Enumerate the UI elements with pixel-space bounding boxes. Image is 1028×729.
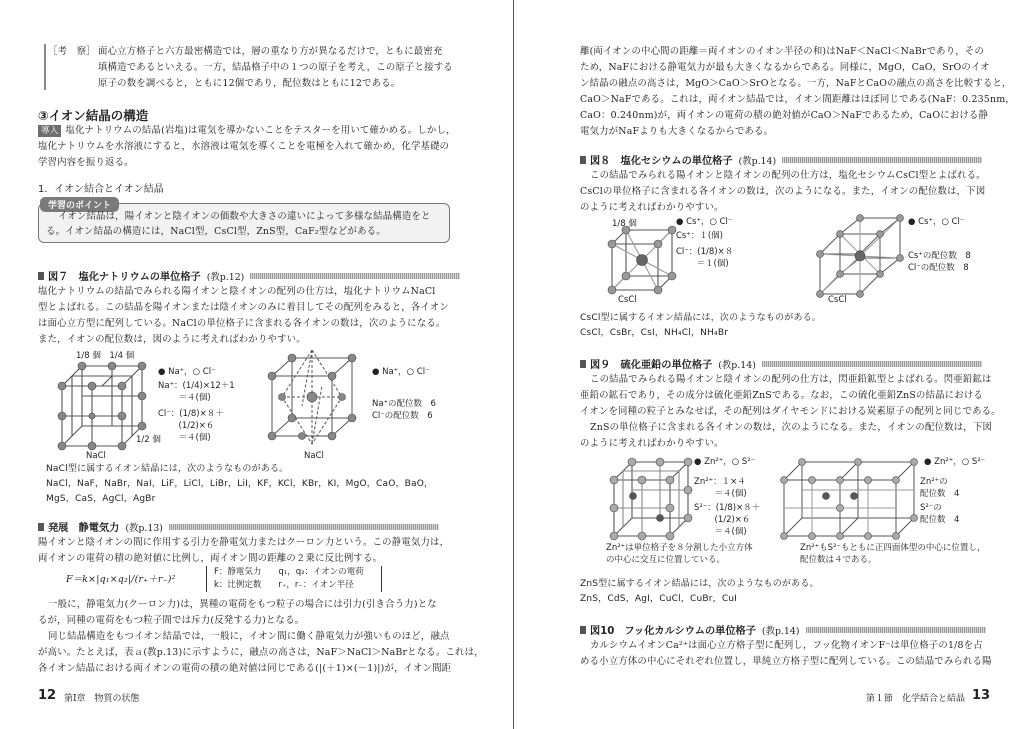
fig8-line: CsClの単位格子に含まれる各イオンの数は，次のようになる。また，イオンの配位数は，下図 [580,186,986,197]
formula-term: F：静電気力 q₁，q₂：イオンの電荷 [214,567,364,577]
fig9-line: 亜鉛の鉱石であり，その成分は硫化亜鉛ZnSである。なお，この硫化亜鉛ZnSの結晶における [580,390,984,401]
fig8-coord: Cs⁺の配位数 8 [908,251,971,261]
fig7-after: NaCl，NaF，NaBr，NaI，LiF，LiCl，LiBr，LiI，KF，KCl，KBr，KI，MgO，CaO，BaO， [46,479,434,489]
footer-right: 第１節 化学結合と結晶 [866,694,966,704]
footer-left: 第Ⅰ章 物質の状態 [64,694,140,704]
develop-ref: (教p.13) [125,522,163,534]
fig8-legend2: ● Cs⁺，○ Cl⁻ [908,217,965,227]
kousatsu-line: 面心立方格子と六方最密構造では，層の重なり方が異なるだけで，ともに最密充 [98,46,443,57]
develop-line2: 一般に，静電気力(クーロン力)は，異種の電荷をもつ粒子の場合には引力(引き合う力)とな [48,599,437,610]
fig10-ref: (教p.14) [761,625,800,637]
fig7-line: 塩化ナトリウムの結晶でみられる陽イオンと陰イオンの配列の仕方は，塩化ナトリウムNaCl [38,286,436,297]
fig9-line: イオンを同種の粒子とみなせば，その配列はダイヤモンドにおける炭素原子の配列と同じである。 [580,406,1001,417]
fig8-after: CsCl，CsBr，CsI，NH₄Cl，NH₄Br [580,328,729,338]
fig9-after: ZnS，CdS，AgI，CuCl，CuBr，CuI [580,594,738,604]
fig7-coord: Na⁺の配位数 6 [372,399,436,409]
cscl-cube-figure [606,222,676,298]
develop-title: 発展 静電気力 [48,523,120,534]
fig7-coord: Cl⁻の配位数 6 [372,411,433,421]
fig9-coord: 配位数 4 [920,489,960,499]
kousatsu-line: 填構造であるといえる。一方，結晶格子中の１つの原子を考え，この原子と接する [98,62,453,73]
heading-marker [38,523,44,531]
heading-marker [580,360,586,368]
heading-rule [762,361,982,367]
fig7-cl-calc: (1/2)×６ [170,421,215,431]
right-page [514,0,1028,729]
fig8-line: この結晶でみられる陽イオンと陰イオンの配列の仕方は，塩化セシウムCsCl型とよばれる。 [590,170,986,181]
fig8-frac: 1/8 個 [612,219,637,229]
fig8-title: 図８ 塩化セシウムの単位格子 [590,156,733,167]
fig8-cl-calc: ＝１(個) [688,259,729,269]
fig8-heading [580,152,982,167]
zns-grid-figure [608,456,692,540]
intro-text: 塩化ナトリウムの結晶(岩塩)は電気を導かないことをテスターを用いて確かめる。しかし， [65,125,456,136]
fig9-legend2: ● Zn²⁺，○ S²⁻ [924,457,986,467]
fig10-line: める小立方体の中心にそれぞれ位置し，単純立方格子型に配列している。この結晶でみられる陽 [580,656,992,667]
fig9-line: のように考えればわかりやすい。 [580,438,724,449]
fig10-title: 図10 フッ化カルシウムの単位格子 [590,626,756,637]
fig9-s-calc: S²⁻：(1/8)×８＋ [694,503,761,513]
nacl-coordination-figure [262,346,362,456]
fig8-coord: Cl⁻の配位数 8 [908,263,969,273]
fig9-zn-calc: Zn²⁺：１×４ [694,477,746,487]
develop-line2: るが，同種の電荷をもつ粒子間では斥力(反発する力)となる。 [38,615,305,626]
fig7-after: NaCl型に属するイオン結晶には，次のようなものがある。 [46,464,289,474]
fig9-note-b: Zn²⁺もS²⁻もともに正四面体型の中心に位置し， [800,543,986,553]
fig7-na-calc: Na⁺：(1/4)×12＋1 [158,381,235,391]
fig8-legend: ● Cs⁺，○ Cl⁻ [676,217,733,227]
right-top-line: ため，NaFにおける静電気力が最も大きくなるからである。同様に，MgO，CaO，SrOのイオ [580,62,990,73]
develop-heading [38,519,439,534]
develop-line: 陽イオンと陰イオンの間に作用する引力を静電気力またはクーロン力という。この静電気力は， [38,537,450,548]
right-top-line: 電気力がNaFよりも大きくなるからである。 [580,126,774,137]
intro-line [38,123,456,138]
fig7-caption-a: NaCl [86,451,106,461]
formula-term: k：比例定数 r₊，r₋：イオン半径 [214,580,354,590]
fig9-s-calc: (1/2)×６ [706,515,751,525]
fig8-cs-calc: Cs⁺：１(個) [676,231,723,241]
fig7-caption-b: NaCl [304,451,324,461]
subsection-title: 1．イオン結合とイオン結晶 [38,184,164,195]
fig8-after: CsCl型に属するイオン結晶には，次のようなものがある。 [580,313,822,323]
heading-rule [782,157,982,163]
kousatsu-bracket [44,44,46,90]
fig7-cl-calc: Cl⁻：(1/8)×８＋ [158,409,224,419]
develop-line: 両イオンの電荷の積の絶対値に比例し，両イオン間の距離の２乗に反比例する。 [38,553,383,564]
develop-line2: 各イオン結晶における両イオンの電荷の積の絶対値は同じである(|(＋1)×(－1)|)が，イオン間距 [38,663,452,674]
fig7-title: 図７ 塩化ナトリウムの単位格子 [48,272,201,283]
fig7-legend: ● Na⁺，○ Cl⁻ [158,367,216,377]
intro-line: 塩化ナトリウムを水溶液にすると，水溶液は電気を導くことを電極を入れて確かめ，化学基礎の [38,141,450,152]
fig7-line: 型とよばれる。この結晶を陽イオンまたは陰イオンのみに着目してその配列をみると，各イオン [38,302,449,313]
develop-line2: 同じ結晶構造をもつイオン結晶では，一般に，イオン間に働く静電気力が強いものほど，融点 [48,631,450,642]
fig7-heading [38,268,460,283]
heading-marker [580,626,586,634]
fig9-title: 図９ 硫化亜鉛の単位格子 [590,360,713,371]
fig9-line: この結晶でみられる陽イオンと陰イオンの配列の仕方は，閃亜鉛鉱型とよばれる。閃亜鉛鉱は [590,374,992,385]
fig8-caption-b: CsCl [828,295,847,305]
fig9-coord: S²⁻の [920,503,942,513]
fig8-caption-a: CsCl [618,295,637,305]
coulomb-formula: F＝k×|q₁×q₂|/(r₊＋r₋)² [66,574,176,585]
kousatsu-label: ［考 察］ [48,46,96,57]
fig7-cl-calc: ＝４(個) [170,433,211,443]
cscl-coordination-figure [816,214,906,304]
heading-rule [169,524,439,530]
right-top-line: ン結晶の融点の高さは，MgO＞CaO＞SrOとなる。一方，NaFとCaOの融点の高さを比較すると， [580,78,1012,89]
fig9-coord: 配位数 4 [920,515,960,525]
fig9-line: ZnSの単位格子に含まれる各イオンの数は，次のようになる。また，イオンの配位数は，下図 [590,422,993,433]
section-title: ③イオン結晶の構造 [38,108,149,123]
develop-line2: が高い。たとえば，表ａ(教p.13)に示すように，融点の高さは，NaF＞NaCl＞NaBrとなる。これは， [38,647,484,658]
fig7-frac-top: 1/8 個 1/4 個 [76,351,135,361]
fig8-ref: (教p.14) [738,155,777,167]
heading-rule [806,627,986,633]
zns-coordination-figure [778,456,918,540]
fig7-ref: (教p.12) [206,271,245,283]
fig10-line: カルシウムイオンCa²⁺は面心立方格子型に配列し，フッ化物イオンF⁻は単位格子の1/8を占 [590,640,983,651]
fig7-frac-half: 1/2 個 [136,435,161,445]
fig9-heading [580,356,982,371]
right-top-line: CaO：0.240nm)が，両イオンの電荷の積の絶対値がCaO＞NaFであるため，CaOにおける静 [580,110,989,121]
fig8-line: のように考えればわかりやすい。 [580,202,724,213]
heading-marker [580,156,586,164]
fig9-after: ZnS型に属するイオン結晶には，次のようなものがある。 [580,579,819,589]
page-number-right: 13 [972,688,991,703]
fig8-cl-calc: Cl⁻：(1/8)×８ [676,247,734,257]
fig7-line: また，イオンの配位数は，図のように考えればわかりやすい。 [38,334,306,345]
fig9-note-a: の中心に交互に位置している。 [606,555,726,565]
right-top-line: 離(両イオンの中心間の距離＝両イオンのイオン半径の和)はNaF＜NaCl＜NaBrであり，その [580,46,985,57]
fig9-zn-calc: ＝４(個) [706,489,747,499]
fig9-ref: (教p.14) [718,359,756,371]
fig9-note-a: Zn²⁺は単位格子を８分割した小立方体 [606,543,753,553]
intro-tag: 導入 [38,125,61,137]
fig9-s-calc: ＝４(個) [706,527,747,537]
fig7-legend2: ● Na⁺，○ Cl⁻ [372,367,430,377]
heading-marker [38,272,44,280]
fig7-after: MgS，CaS，AgCl，AgBr [46,494,156,504]
right-top-line: CaO＞NaFである。これは，両イオン結晶では，イオン間距離はほぼ同じである(NaF：0.235nm， [580,94,1015,105]
learning-point-tab: 学習のポイント [40,197,119,212]
fig9-coord: Zn²⁺の [920,477,948,487]
page-number-left: 12 [38,688,57,703]
fig7-line: は面心立方型に配列している。NaClの単位格子に含まれる各イオンの数は，次のようになる。 [38,318,446,329]
fig10-heading [580,622,986,637]
intro-line: 学習内容を振り返る。 [38,157,134,168]
learning-point-line: る。イオン結晶の構造には，NaCl型，CsCl型，ZnS型，CaF₂型などがある。 [46,226,386,237]
fig7-na-calc: ＝４(個) [170,393,211,403]
learning-point-line: イオン結晶は，陽イオンと陰イオンの価数や大きさの違いによって多様な結晶構造をと [58,211,431,222]
heading-rule [250,273,460,279]
fig9-note-b: 配位数は４である。 [800,555,877,565]
fig9-legend: ● Zn²⁺，○ S²⁻ [694,457,756,467]
kousatsu-line: 原子の数を調べると，ともに12個であり，配位数はともに12である。 [98,78,401,89]
